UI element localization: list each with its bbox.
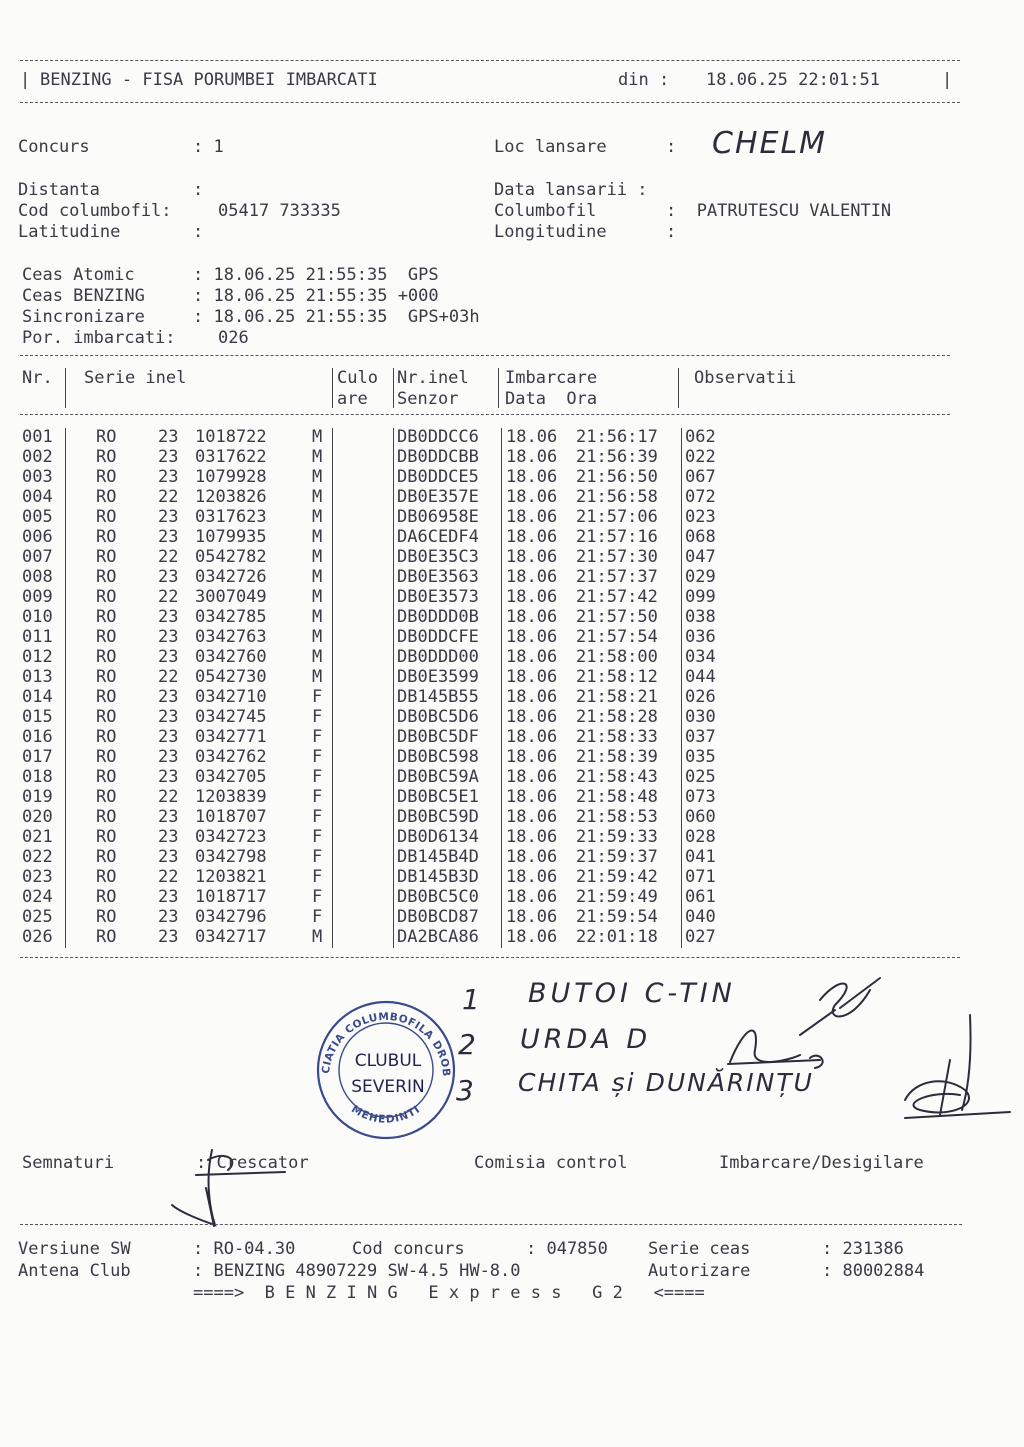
cell-obs: 061 (685, 887, 716, 907)
cell-ora: 21:58:39 (576, 747, 658, 767)
cell-senzor: DB0BCD87 (397, 907, 479, 927)
cell-nr: 011 (22, 627, 53, 647)
cell-obs: 036 (685, 627, 716, 647)
col-culoare-header-1: Culo (337, 368, 378, 388)
cell-sex: M (312, 447, 323, 467)
cell-ora: 21:58:33 (576, 727, 658, 747)
latitudine-label: Latitudine (18, 222, 121, 242)
cell-senzor: DB0E3599 (397, 667, 479, 687)
cell-senzor: DB0DDD0B (397, 607, 479, 627)
cell-ora: 21:59:54 (576, 907, 658, 927)
cell-senzor: DA2BCA86 (397, 927, 479, 947)
cell-senzor: DB0E35C3 (397, 547, 479, 567)
cell-obs: 034 (685, 647, 716, 667)
cell-an: 22 (158, 587, 179, 607)
cell-an: 23 (158, 627, 179, 647)
cell-obs: 062 (685, 427, 716, 447)
cell-inel: 0317622 (195, 447, 267, 467)
antena-club-value: : BENZING 48907229 SW-4.5 HW-8.0 (193, 1261, 521, 1281)
cell-sex: M (312, 627, 323, 647)
cell-sex: M (312, 667, 323, 687)
cell-sex: M (312, 427, 323, 447)
commission-num-1: 1 (462, 983, 480, 1016)
cell-inel: 0342710 (195, 687, 267, 707)
cell-inel: 1203826 (195, 487, 267, 507)
cell-ora: 21:56:50 (576, 467, 658, 487)
autorizare-label: Autorizare (648, 1261, 751, 1281)
commission-num-3: 3 (456, 1074, 474, 1107)
cell-sex: M (312, 507, 323, 527)
cell-sex: F (312, 887, 323, 907)
cell-data: 18.06 (506, 787, 558, 807)
cell-ora: 21:58:43 (576, 767, 658, 787)
cell-data: 18.06 (506, 867, 558, 887)
cell-an: 23 (158, 507, 179, 527)
cell-data: 18.06 (506, 487, 558, 507)
cell-an: 22 (158, 547, 179, 567)
cod-columbofil-label: Cod columbofil: (18, 201, 172, 221)
cell-obs: 071 (685, 867, 716, 887)
cell-sex: F (312, 867, 323, 887)
distanta-value: : (193, 180, 204, 200)
cell-ora: 21:58:28 (576, 707, 658, 727)
cell-data: 18.06 (506, 427, 558, 447)
cell-inel: 0342763 (195, 627, 267, 647)
cell-data: 18.06 (506, 927, 558, 947)
cell-tara: RO (96, 847, 117, 867)
cell-sex: M (312, 487, 323, 507)
cell-inel: 1079928 (195, 467, 267, 487)
cell-data: 18.06 (506, 467, 558, 487)
cell-ora: 21:56:58 (576, 487, 658, 507)
cell-ora: 21:57:30 (576, 547, 658, 567)
cell-nr: 020 (22, 807, 53, 827)
cell-senzor: DB06958E (397, 507, 479, 527)
cell-ora: 22:01:18 (576, 927, 658, 947)
commission-name-2: URDA D (520, 1024, 652, 1055)
columbofil-value: : PATRUTESCU VALENTIN (666, 201, 892, 221)
cell-sex: F (312, 807, 323, 827)
cell-ora: 21:57:42 (576, 587, 658, 607)
cell-sex: M (312, 567, 323, 587)
longitudine-label: Longitudine (494, 222, 607, 242)
cell-inel: 1203839 (195, 787, 267, 807)
cell-sex: F (312, 747, 323, 767)
cell-obs: 025 (685, 767, 716, 787)
cell-obs: 030 (685, 707, 716, 727)
cell-ora: 21:58:53 (576, 807, 658, 827)
cell-nr: 025 (22, 907, 53, 927)
cell-nr: 001 (22, 427, 53, 447)
stamp-line2: SEVERIN (351, 1077, 425, 1097)
cell-obs: 028 (685, 827, 716, 847)
cell-tara: RO (96, 887, 117, 907)
cell-obs: 041 (685, 847, 716, 867)
cell-data: 18.06 (506, 707, 558, 727)
cell-nr: 007 (22, 547, 53, 567)
cell-nr: 026 (22, 927, 53, 947)
cell-an: 23 (158, 927, 179, 947)
commission-num-2: 2 (458, 1028, 476, 1061)
col-imbarcare-header-1: Imbarcare (505, 368, 598, 388)
cell-obs: 072 (685, 487, 716, 507)
cell-data: 18.06 (506, 767, 558, 787)
cell-inel: 0342760 (195, 647, 267, 667)
cell-nr: 012 (22, 647, 53, 667)
cell-ora: 21:59:49 (576, 887, 658, 907)
cell-sex: F (312, 727, 323, 747)
cell-an: 23 (158, 727, 179, 747)
comisia-control-label: Comisia control (474, 1153, 628, 1173)
cell-tara: RO (96, 687, 117, 707)
cell-tara: RO (96, 707, 117, 727)
cell-data: 18.06 (506, 727, 558, 747)
loc-lansare-handwritten: CHELM (712, 126, 828, 161)
stamp-bottom-text: MEHEDINTI (349, 1103, 424, 1126)
distanta-label: Distanta (18, 180, 100, 200)
cell-nr: 022 (22, 847, 53, 867)
cell-an: 22 (158, 667, 179, 687)
porumbei-imbarcati-value: 026 (218, 328, 249, 348)
cell-inel: 0342723 (195, 827, 267, 847)
cell-ora: 21:56:39 (576, 447, 658, 467)
cell-sex: F (312, 827, 323, 847)
cell-an: 23 (158, 847, 179, 867)
cod-columbofil-value: 05417 733335 (218, 201, 341, 221)
cell-tara: RO (96, 587, 117, 607)
cell-an: 22 (158, 867, 179, 887)
serie-ceas-label: Serie ceas (648, 1239, 751, 1259)
cell-data: 18.06 (506, 447, 558, 467)
cell-inel: 1079935 (195, 527, 267, 547)
cell-an: 23 (158, 447, 179, 467)
cell-ora: 21:58:12 (576, 667, 658, 687)
cell-nr: 015 (22, 707, 53, 727)
cell-senzor: DB0BC5D6 (397, 707, 479, 727)
cell-data: 18.06 (506, 607, 558, 627)
cell-ora: 21:57:16 (576, 527, 658, 547)
cell-inel: 0542782 (195, 547, 267, 567)
cell-nr: 023 (22, 867, 53, 887)
col-senzor-header-1: Nr.inel (397, 368, 469, 388)
cell-tara: RO (96, 867, 117, 887)
cell-obs: 035 (685, 747, 716, 767)
cell-tara: RO (96, 767, 117, 787)
cell-nr: 016 (22, 727, 53, 747)
cell-inel: 1018722 (195, 427, 267, 447)
cell-an: 23 (158, 427, 179, 447)
document-title: BENZING - FISA PORUMBEI IMBARCATI (40, 70, 378, 90)
cell-senzor: DB0DDCBB (397, 447, 479, 467)
cell-obs: 068 (685, 527, 716, 547)
stamp-line1: CLUBUL (355, 1051, 422, 1071)
cell-obs: 029 (685, 567, 716, 587)
cell-sex: M (312, 607, 323, 627)
cell-ora: 21:59:33 (576, 827, 658, 847)
imbarcare-desigilare-label: Imbarcare/Desigilare (719, 1153, 924, 1173)
cell-sex: M (312, 587, 323, 607)
serie-ceas-value: : 231386 (822, 1239, 904, 1259)
cell-data: 18.06 (506, 647, 558, 667)
cell-inel: 0342798 (195, 847, 267, 867)
versiune-value: : RO-04.30 (193, 1239, 296, 1259)
latitudine-value: : (193, 222, 204, 242)
cell-an: 23 (158, 887, 179, 907)
cell-nr: 019 (22, 787, 53, 807)
cell-an: 23 (158, 907, 179, 927)
cell-nr: 002 (22, 447, 53, 467)
cell-inel: 1018717 (195, 887, 267, 907)
cell-ora: 21:58:00 (576, 647, 658, 667)
cell-an: 22 (158, 787, 179, 807)
cell-senzor: DB0BC59D (397, 807, 479, 827)
columbofil-label: Columbofil (494, 201, 597, 221)
cell-an: 23 (158, 827, 179, 847)
cell-an: 23 (158, 747, 179, 767)
cell-data: 18.06 (506, 627, 558, 647)
loc-lansare-label: Loc lansare (494, 137, 607, 157)
cell-senzor: DB0E3563 (397, 567, 479, 587)
semnaturi-label: Semnaturi (22, 1153, 115, 1173)
cell-senzor: DB0DDD00 (397, 647, 479, 667)
cell-nr: 013 (22, 667, 53, 687)
cell-tara: RO (96, 827, 117, 847)
cell-data: 18.06 (506, 747, 558, 767)
cell-nr: 005 (22, 507, 53, 527)
cell-senzor: DB0BC59A (397, 767, 479, 787)
col-imbarcare-header-2: Data Ora (505, 389, 598, 409)
cell-obs: 060 (685, 807, 716, 827)
cell-tara: RO (96, 427, 117, 447)
cell-an: 23 (158, 647, 179, 667)
din-value: 18.06.25 22:01:51 (706, 70, 880, 90)
cell-senzor: DB0D6134 (397, 827, 479, 847)
cell-sex: F (312, 707, 323, 727)
cell-ora: 21:57:06 (576, 507, 658, 527)
cod-concurs-value: : 047850 (526, 1239, 608, 1259)
cell-sex: F (312, 907, 323, 927)
cell-senzor: DB145B3D (397, 867, 479, 887)
cell-an: 23 (158, 607, 179, 627)
cell-senzor: DB0BC5C0 (397, 887, 479, 907)
cell-tara: RO (96, 467, 117, 487)
cell-sex: F (312, 767, 323, 787)
col-senzor-header-2: Senzor (397, 389, 459, 409)
cell-senzor: DB0DDCFE (397, 627, 479, 647)
cell-inel: 0342762 (195, 747, 267, 767)
cell-nr: 004 (22, 487, 53, 507)
cell-sex: M (312, 527, 323, 547)
cell-tara: RO (96, 787, 117, 807)
cell-ora: 21:56:17 (576, 427, 658, 447)
col-serie-header: Serie inel (84, 368, 187, 388)
cell-an: 23 (158, 807, 179, 827)
cell-ora: 21:57:54 (576, 627, 658, 647)
cell-sex: F (312, 687, 323, 707)
cell-senzor: DB0BC598 (397, 747, 479, 767)
cell-ora: 21:58:21 (576, 687, 658, 707)
cell-data: 18.06 (506, 847, 558, 867)
cell-tara: RO (96, 527, 117, 547)
din-label: din : (618, 70, 670, 90)
cell-tara: RO (96, 927, 117, 947)
footer-rule (20, 1224, 962, 1225)
loc-lansare-sep: : (666, 137, 677, 157)
cell-nr: 017 (22, 747, 53, 767)
cell-tara: RO (96, 907, 117, 927)
cell-ora: 21:57:50 (576, 607, 658, 627)
cell-data: 18.06 (506, 507, 558, 527)
col-nr-header: Nr. (22, 368, 53, 388)
cell-tara: RO (96, 507, 117, 527)
cell-tara: RO (96, 567, 117, 587)
ceas-atomic-label: Ceas Atomic (22, 265, 135, 285)
cell-inel: 0342785 (195, 607, 267, 627)
ceas-atomic-value: : 18.06.25 21:55:35 GPS (193, 265, 439, 285)
cell-senzor: DB0E3573 (397, 587, 479, 607)
antena-club-label: Antena Club (18, 1261, 131, 1281)
concurs-value: : 1 (193, 137, 224, 157)
cell-sex: M (312, 547, 323, 567)
cell-data: 18.06 (506, 587, 558, 607)
cell-data: 18.06 (506, 807, 558, 827)
cell-data: 18.06 (506, 827, 558, 847)
stamp-ring-text: CIATIA COLUMBOFILA DROB (320, 1010, 453, 1078)
benzing-brand-line: ====> B E N Z I N G E x p r e s s G 2 <==== (193, 1283, 705, 1303)
cell-data: 18.06 (506, 667, 558, 687)
cell-obs: 026 (685, 687, 716, 707)
cell-inel: 0342705 (195, 767, 267, 787)
cell-ora: 21:57:37 (576, 567, 658, 587)
cell-senzor: DB145B4D (397, 847, 479, 867)
cell-senzor: DB0E357E (397, 487, 479, 507)
cell-nr: 009 (22, 587, 53, 607)
cell-an: 23 (158, 687, 179, 707)
cell-data: 18.06 (506, 687, 558, 707)
cell-sex: F (312, 847, 323, 867)
cell-senzor: DB0DDCC6 (397, 427, 479, 447)
cell-tara: RO (96, 547, 117, 567)
cell-an: 22 (158, 487, 179, 507)
cell-nr: 018 (22, 767, 53, 787)
cell-tara: RO (96, 727, 117, 747)
cell-obs: 023 (685, 507, 716, 527)
cell-nr: 021 (22, 827, 53, 847)
header-left-bar: | (20, 70, 31, 90)
cell-inel: 0342717 (195, 927, 267, 947)
autorizare-value: : 80002884 (822, 1261, 925, 1281)
cell-nr: 014 (22, 687, 53, 707)
cell-an: 23 (158, 707, 179, 727)
cell-nr: 003 (22, 467, 53, 487)
cell-inel: 0542730 (195, 667, 267, 687)
cell-an: 23 (158, 567, 179, 587)
cell-obs: 073 (685, 787, 716, 807)
cell-tara: RO (96, 607, 117, 627)
cell-inel: 3007049 (195, 587, 267, 607)
cell-obs: 040 (685, 907, 716, 927)
cell-senzor: DA6CEDF4 (397, 527, 479, 547)
concurs-label: Concurs (18, 137, 90, 157)
cell-ora: 21:58:48 (576, 787, 658, 807)
commission-name-1: BUTOI C-TIN (528, 978, 736, 1009)
cell-inel: 0342726 (195, 567, 267, 587)
cell-an: 23 (158, 527, 179, 547)
cell-obs: 044 (685, 667, 716, 687)
cell-data: 18.06 (506, 527, 558, 547)
cod-concurs-label: Cod concurs (352, 1239, 465, 1259)
sincronizare-label: Sincronizare (22, 307, 145, 327)
cell-data: 18.06 (506, 547, 558, 567)
cell-senzor: DB0BC5DF (397, 727, 479, 747)
cell-tara: RO (96, 747, 117, 767)
cell-an: 23 (158, 467, 179, 487)
cell-obs: 037 (685, 727, 716, 747)
cell-sex: M (312, 927, 323, 947)
commission-name-3: CHITA și DUNĂRINȚU (518, 1068, 814, 1097)
cell-nr: 008 (22, 567, 53, 587)
cell-tara: RO (96, 667, 117, 687)
cell-obs: 027 (685, 927, 716, 947)
cell-ora: 21:59:42 (576, 867, 658, 887)
col-culoare-header-2: are (337, 389, 368, 409)
cell-senzor: DB145B55 (397, 687, 479, 707)
cell-inel: 1203821 (195, 867, 267, 887)
cell-obs: 022 (685, 447, 716, 467)
cell-obs: 099 (685, 587, 716, 607)
cell-an: 23 (158, 767, 179, 787)
cell-obs: 038 (685, 607, 716, 627)
cell-data: 18.06 (506, 907, 558, 927)
ceas-benzing-label: Ceas BENZING (22, 286, 145, 306)
cell-nr: 024 (22, 887, 53, 907)
sincronizare-value: : 18.06.25 21:55:35 GPS+03h (193, 307, 480, 327)
cell-ora: 21:59:37 (576, 847, 658, 867)
cell-inel: 0342745 (195, 707, 267, 727)
versiune-label: Versiune SW (18, 1239, 131, 1259)
cell-tara: RO (96, 647, 117, 667)
data-lansarii-label: Data lansarii : (494, 180, 648, 200)
cell-nr: 010 (22, 607, 53, 627)
cell-tara: RO (96, 627, 117, 647)
cell-nr: 006 (22, 527, 53, 547)
cell-tara: RO (96, 447, 117, 467)
porumbei-imbarcati-label: Por. imbarcati: (22, 328, 176, 348)
cell-senzor: DB0DDCE5 (397, 467, 479, 487)
cell-obs: 067 (685, 467, 716, 487)
cell-data: 18.06 (506, 887, 558, 907)
cell-sex: M (312, 467, 323, 487)
cell-inel: 0317623 (195, 507, 267, 527)
cell-sex: F (312, 787, 323, 807)
cell-sex: M (312, 647, 323, 667)
ceas-benzing-value: : 18.06.25 21:55:35 +000 (193, 286, 439, 306)
col-observatii-header: Observatii (694, 368, 797, 388)
cell-inel: 0342796 (195, 907, 267, 927)
cell-obs: 047 (685, 547, 716, 567)
cell-tara: RO (96, 487, 117, 507)
cell-data: 18.06 (506, 567, 558, 587)
cell-senzor: DB0BC5E1 (397, 787, 479, 807)
header-right-bar: | (942, 70, 953, 90)
cell-inel: 1018707 (195, 807, 267, 827)
longitudine-value: : (666, 222, 677, 242)
cell-inel: 0342771 (195, 727, 267, 747)
cell-tara: RO (96, 807, 117, 827)
crescator-label: : Crescator (196, 1153, 309, 1173)
